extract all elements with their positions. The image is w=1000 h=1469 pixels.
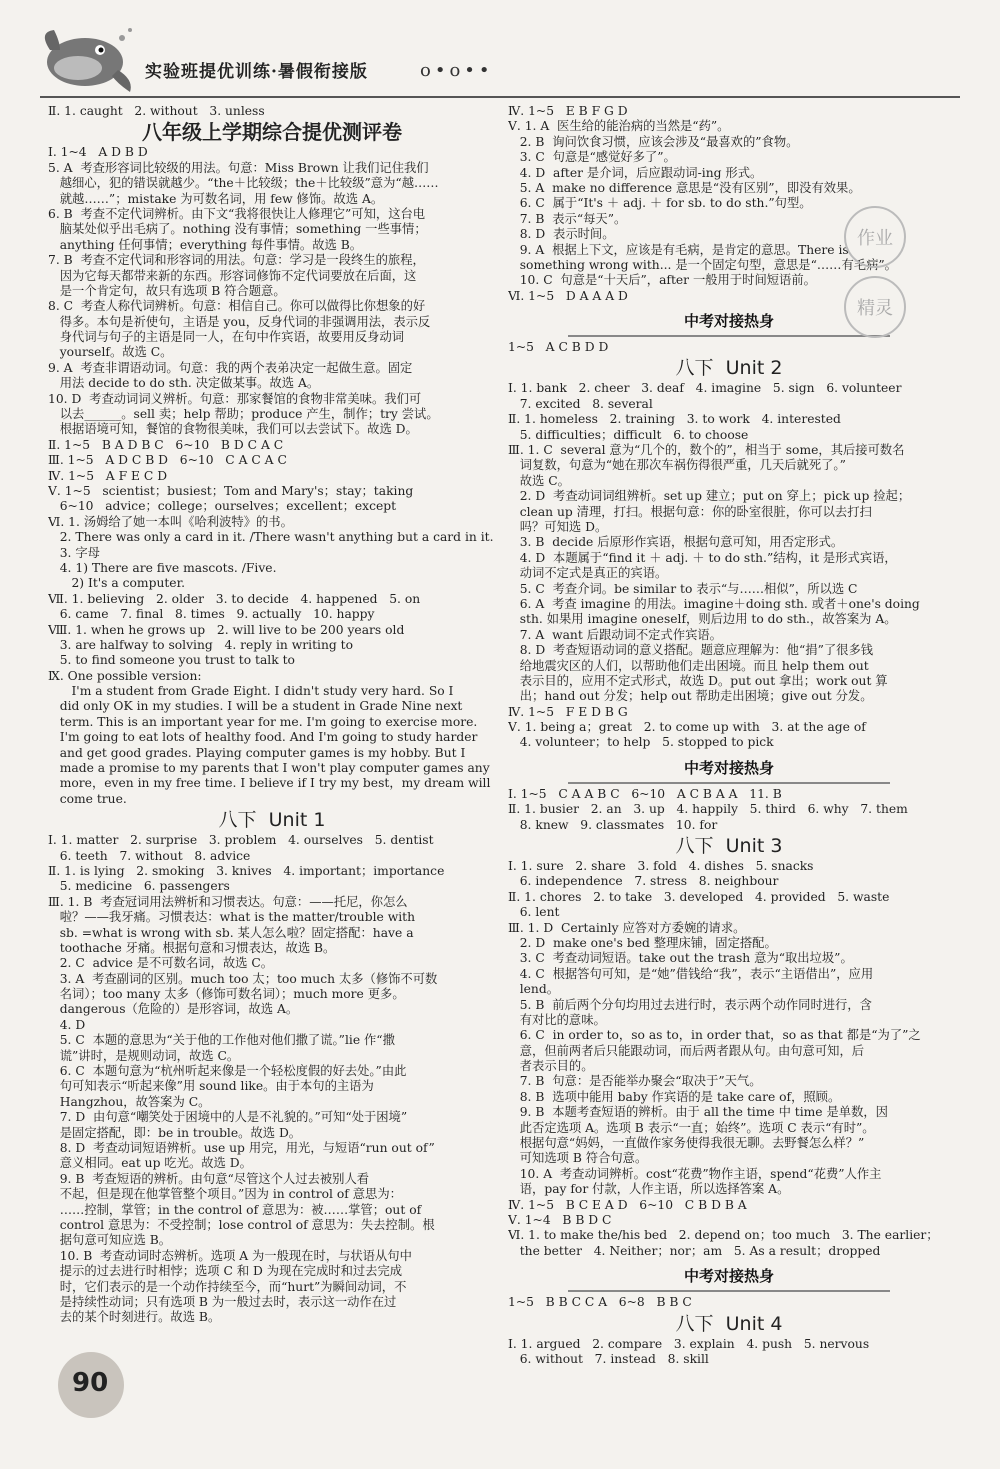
answer-line: sb. =what is wrong with sb. 某人怎么啦？固定搭配：have a: [48, 925, 414, 940]
answer-line: Ⅲ. 1. C several 意为“几个的，数个的”，相当于 some，其后接可数名: [508, 443, 905, 458]
answer-line: clean up 清理，打扫。根据句意：你的卧室很脏，你可以去打扫: [508, 504, 872, 519]
answer-line: 可知选项 B 符合句意。: [508, 1151, 648, 1166]
answer-line: 6. C 属于“It's ＋ adj. ＋ for sb. to do sth.”句型。: [508, 196, 812, 211]
section-title: 八年级上学期综合提优测评卷: [142, 120, 402, 145]
answer-line: 7. A want 后跟动词不定式作宾语。: [508, 627, 722, 642]
answer-line: 7. B 考查不定代词和形容词的用法。句意：学习是一段终生的旅程，: [48, 253, 425, 268]
answer-line: anything 任何事情；everything 每件事情。故选 B。: [48, 237, 363, 252]
answer-line: made a promise to my parents that I won't play computer games any: [48, 761, 490, 776]
unit-title: 八下 Unit 3: [675, 835, 783, 858]
answer-line: toothache 牙痛。根据句意和习惯表达，故选 B。: [48, 940, 336, 955]
answer-line: 4. volunteer；to help 5. stopped to pick: [508, 735, 774, 750]
answer-line: Ⅳ. 1~5 A F E C D: [48, 468, 168, 483]
answer-line: 因为它每天都带来新的东西。形容词修饰不定代词要放在后面，这: [48, 268, 417, 283]
answer-line: Ⅵ. 1. 汤姆给了她一本叫《哈利波特》的书。: [48, 514, 293, 529]
answer-line: 动词不定式是真正的宾语。: [508, 566, 668, 581]
answer-line: yourself。故选 C。: [48, 345, 173, 360]
answer-line: 4. D 本题属于“find it ＋ adj. ＋ to do sth.”结构，it 是形式宾语，: [508, 550, 897, 565]
answer-line: Ⅰ. 1~5 C A A B C 6~10 A C B A A 11. B: [508, 786, 782, 801]
answer-line: term. This is an important year for me. I'm going to exercise more.: [48, 714, 478, 729]
answer-line: Ⅱ. 1~5 B A D B C 6~10 B D C A C: [48, 437, 284, 452]
answer-line: 8. D 考查动词短语辨析。use up 用完，用光，与短语“run out of”: [48, 1141, 435, 1155]
answer-line: Ⅵ. 1~5 D A A A D: [508, 288, 628, 303]
answer-line: 5. difficulties；difficult 6. to choose: [508, 427, 749, 442]
answer-line: 据句意可知应选 B。: [48, 1233, 172, 1248]
answer-line: Ⅱ. 1. is lying 2. smoking 3. knives 4. important；importance: [48, 863, 445, 878]
answer-line: lend。: [508, 982, 560, 997]
page-header: [0, 0, 1000, 105]
answer-line: 5. A 考查形容词比较级的用法。句意：Miss Brown 让我们记住我们: [48, 160, 429, 175]
answer-line: 9. B 本题考查短语的辨析。由于 all the time 中 time 是单数，因: [508, 1105, 888, 1120]
answer-line: come true.: [48, 791, 127, 806]
answer-line: 名词）；too many 太多（修饰可数名词）；much more 更多。: [48, 987, 405, 1002]
answer-line: Ⅴ. 1~5 scientist；busiest；Tom and Mary's；stay；taking: [48, 483, 414, 498]
unit-title: 八下 Unit 4: [675, 1312, 783, 1335]
answer-line: 故选 C。: [508, 473, 570, 488]
answer-line: sth. 如果用 imagine oneself，则后边用 to do sth.，故答案为 A。: [508, 612, 897, 627]
answer-line: Ⅳ. 1~5 B C E A D 6~10 C B D B A: [508, 1197, 747, 1212]
stamp-bottom-text: 精灵: [857, 298, 893, 319]
answer-line: Ⅱ. 1. chores 2. to take 3. developed 4. provided 5. waste: [508, 889, 890, 904]
answer-line: 10. A 考查动词辨析。cost“花费”物作主语，spend“花费”人作主: [508, 1166, 882, 1181]
answer-line: 9. A 考查非谓语动词。句意：我的两个表弟决定一起做生意。固定: [48, 360, 413, 375]
answer-line: 5. B 前后两个分句均用过去进行时，表示两个动作同时进行，含: [508, 997, 872, 1012]
answer-line: 5. medicine 6. passengers: [48, 879, 230, 894]
answer-line: 就越……”；mistake 为可数名词，用 few 修饰。故选 A。: [48, 191, 384, 206]
answer-line: 2. C advice 是不可数名词，故选 C。: [48, 956, 274, 971]
answer-line: Ⅰ. 1~4 A D B D: [48, 145, 148, 160]
answer-line: Ⅳ. 1~5 E B F G D: [508, 104, 628, 118]
answer-line: 用法 decide to do sth. 决定做某事。故选 A。: [48, 376, 320, 391]
answer-line: dangerous（危险的）是形容词，故选 A。: [48, 1002, 299, 1017]
answer-line: 6. C 本题句意为“杭州听起来像是一个轻松度假的好去处。”由此: [48, 1064, 407, 1079]
answer-line: 6. independence 7. stress 8. neighbour: [508, 874, 779, 889]
answer-line: 3. A 考查副词的区别。much too 太；too much 太多（修饰不可数: [48, 971, 438, 986]
answer-line: Ⅶ. 1. believing 2. older 3. to decide 4. happened 5. on: [48, 591, 421, 606]
answer-line: 3. C 句意是“感觉好多了”。: [508, 150, 676, 165]
answer-line: 7. D 由句意“嘲笑处于困境中的人是不礼貌的。”可知“处于困境”: [48, 1110, 408, 1125]
answer-line: 7. B 句意：是否能举办聚会“取决于”天气。: [508, 1074, 762, 1089]
answer-line: 2. D make one's bed 整理床铺，固定搭配。: [508, 935, 777, 950]
answer-line: 5. A make no difference 意思是“没有区别”，即没有效果。: [508, 180, 861, 195]
answer-line: 根据句意“妈妈，一直做作家务使得我很无聊。去野餐怎么样？”: [508, 1136, 865, 1151]
unit-title: 八下 Unit 2: [675, 357, 783, 380]
answer-line: 7. excited 8. several: [508, 396, 653, 411]
answer-line: something wrong with... 是一个固定句型，意思是“……有毛病”。: [508, 257, 897, 272]
section-banner: 中考对接热身: [568, 1262, 890, 1292]
answer-line: 啦？——我牙痛。习惯表达：what is the matter/trouble with: [48, 910, 416, 925]
answer-line: Ⅰ. 1. sure 2. share 3. fold 4. dishes 5. snacks: [508, 859, 814, 874]
answer-line: Ⅰ. 1. bank 2. cheer 3. deaf 4. imagine 5. sign 6. volunteer: [508, 381, 902, 396]
answer-line: 有对比的意味。: [508, 1012, 606, 1027]
answer-line: 6. A 考查 imagine 的用法。imagine＋doing sth. 或者＋one's doing: [508, 596, 920, 611]
answer-line: 1~5 A C B D D: [508, 340, 609, 355]
answer-line: 越细心，犯的错误就越少。“the＋比较级；the＋比较级”意为“越……: [48, 176, 439, 191]
answer-line: Ⅲ. 1. D Certainly 应答对方委婉的请求。: [508, 920, 746, 935]
answer-line: 6. C in order to，so as to，in order that，so as that 都是“为了”之: [508, 1028, 921, 1043]
answer-line: 3. C 考查动词短语。take out the trash 意为“取出垃圾”。: [508, 951, 853, 966]
answer-line: 8. D 考查短语动词的意义搭配。题意应理解为：他“捐”了很多钱: [508, 643, 874, 658]
answer-line: 意，但前两者后只能跟动词，而后两者跟从句。由句意可知，后: [508, 1043, 865, 1058]
answer-line: 10. B 考查动词时态辨析。选项 A 为一般现在时，与状语从句中: [48, 1248, 412, 1263]
answer-line: 是持续性动词；只有选项 B 为一般过去时，表示这一动作在过: [48, 1294, 397, 1309]
answer-line: 是固定搭配，即：be in trouble。故选 D。: [48, 1125, 302, 1140]
answer-line: Ⅱ. 1. caught 2. without 3. unless: [48, 104, 265, 118]
answer-line: Ⅸ. One possible version:: [48, 668, 202, 683]
stamp-watermark-icon: [830, 192, 920, 342]
answer-line: 6. came 7. final 8. times 9. actually 10. happy: [48, 607, 375, 622]
answer-line: 4. D after 是介词，后应跟动词-ing 形式。: [508, 165, 763, 180]
answer-line: 2. There was only a card in it. /There wasn't anything but a card in it.: [48, 530, 494, 545]
answer-line: Ⅱ. 1. busier 2. an 3. up 4. happily 5. third 6. why 7. them: [508, 802, 908, 817]
answer-line: 脑某处似乎出毛病了。nothing 没有事情；something 一些事情；: [48, 222, 427, 237]
section-banner: 中考对接热身: [568, 754, 890, 784]
answer-line: 10. D 考查动词词义辨析。句意：那家餐馆的食物非常美味。我们可: [48, 391, 422, 406]
answer-line: Ⅴ. 1. A 医生给的能治病的当然是“药”。: [508, 119, 730, 134]
answer-line: 此否定选项 A。选项 B 表示“一直；始终”。选项 C 表示“有时”。: [508, 1120, 875, 1135]
answer-line: 身代词与句子的主语是同一人，在句中作宾语，故要用反身动词: [48, 330, 405, 345]
answer-line: 6. without 7. instead 8. skill: [508, 1351, 709, 1366]
answer-line: 出；hand out 分发；help out 帮助走出困境；give out 分发。: [508, 689, 873, 704]
answer-line: 是一个肯定句，故只有选项 B 符合题意。: [48, 283, 286, 298]
stamp-top-text: 作业: [857, 228, 893, 249]
answer-line: 6. teeth 7. without 8. advice: [48, 848, 251, 863]
answer-line: 不起，但是现在他掌管整个项目。”因为 in control of 意思为：: [48, 1187, 402, 1202]
header-divider: [40, 96, 960, 98]
answer-line: 9. A 根据上下文，应该是有毛病，是肯定的意思。There is: [508, 242, 849, 257]
answer-line: 10. C 句意是“十天后”，after 一般用于时间短语前。: [508, 273, 816, 288]
answer-line: Ⅰ. 1. matter 2. surprise 3. problem 4. ourselves 5. dentist: [48, 833, 434, 848]
left-column: [48, 104, 496, 1326]
answer-line: Ⅷ. 1. when he grows up 2. will live to be 200 years old: [48, 622, 405, 637]
answer-line: 8. D 表示时间。: [508, 227, 615, 242]
answer-line: 6. lent: [508, 905, 560, 920]
answer-line: 意义相同。eat up 吃光。故选 D。: [48, 1156, 252, 1171]
answer-line: 吗？可知选 D。: [508, 519, 608, 534]
answer-line: 7. B 表示“每天”。: [508, 211, 627, 226]
answer-line: I'm going to eat lots of healthy food. And I'm going to study harder: [48, 730, 478, 745]
answer-line: 给地震灾区的人们，以帮助他们走出困境。而且 help them out: [508, 658, 869, 673]
answer-line: Ⅴ. 1. being a；great 2. to come up with 3. at the age of: [508, 720, 866, 735]
dolphin-mascot-icon: [30, 20, 140, 100]
header-title: 实验班提优训练·暑假衔接版: [145, 62, 368, 82]
answer-line: 句可知表示“听起来像”用 sound like。由于本句的主语为: [48, 1079, 374, 1094]
answer-line: Ⅱ. 1. homeless 2. training 3. to work 4. interested: [508, 412, 841, 427]
answer-line: 8. knew 9. classmates 10. for: [508, 817, 718, 832]
answer-line: the better 4. Neither；nor；am 5. As a result；dropped: [508, 1243, 881, 1258]
section-banner: 中考对接热身: [568, 307, 890, 337]
answer-line: 2. D 考查动词词组辨析。set up 建立；put on 穿上；pick up 捡起；: [508, 489, 911, 504]
answer-line: 谎”讲时，是规则动词，故选 C。: [48, 1048, 240, 1063]
answer-line: 5. C 本题的意思为“关于他的工作他对他们撒了谎。”lie 作“撒: [48, 1033, 395, 1048]
answer-line: 3. B decide 后原形作宾语，根据句意可知，用否定形式。: [508, 535, 844, 550]
answer-line: 去的某个时刻进行。故选 B。: [48, 1310, 221, 1325]
answer-line: Ⅴ. 1~4 B B D C: [508, 1213, 612, 1227]
answer-line: Hangzhou，故答案为 C。: [48, 1094, 211, 1109]
answer-line: 9. B 考查短语的辨析。由句意“尽管这个人过去被别人看: [48, 1171, 370, 1186]
answer-line: 8. C 考查人称代词辨析。句意：相信自己。你可以做得比你想象的好: [48, 299, 426, 314]
answer-line: 6~10 advice；college；ourselves；excellent；except: [48, 499, 397, 514]
answer-line: control 意思为：不受控制；lose control of 意思为：失去控制。根: [48, 1217, 435, 1232]
answer-line: 8. B 选项中能用 baby 作宾语的是 take care of，照顾。: [508, 1089, 841, 1104]
answer-line: 时，它们表示的是一个动作持续至今，而“hurt”为瞬间动词，不: [48, 1279, 407, 1294]
answer-line: 3. 字母: [48, 545, 100, 560]
answer-line: Ⅵ. 1. to make the/his bed 2. depend on；too much 3. The earlier；: [508, 1228, 939, 1243]
answer-line: I'm a student from Grade Eight. I didn't study very hard. So I: [48, 684, 454, 699]
answer-line: more，even in my free time. I believe if I try my best，my dream will: [48, 776, 491, 791]
answer-line: 语，pay for 付款，人作主语，所以选择答案 A。: [508, 1182, 790, 1197]
answer-line: 提示的过去进行时相悖；选项 C 和 D 为现在完成时和过去完成: [48, 1264, 403, 1279]
answer-line: and get good grades. Playing computer games is my hobby. But I: [48, 745, 466, 760]
answer-line: did only OK in my studies. I will be a student in Grade Nine next: [48, 699, 463, 714]
answer-line: 3. are halfway to solving 4. reply in writing to: [48, 637, 353, 652]
answer-line: 者表示目的。: [508, 1059, 594, 1074]
answer-line: 表示目的，应用不定式形式，故选 D。put out 拿出；work out 算: [508, 673, 888, 688]
answer-line: 4. 1) There are five mascots. /Five.: [48, 560, 277, 575]
answer-line: 2) It's a computer.: [48, 576, 186, 591]
unit-title: 八下 Unit 1: [218, 809, 326, 832]
answer-line: 4. C 根据答句可知，是“她”借钱给“我”，表示“主语借出”，应用: [508, 966, 874, 981]
answer-line: Ⅲ. 1~5 A D C B D 6~10 C A C A C: [48, 453, 287, 468]
answer-line: 以去______。sell 卖；help 帮助；produce 产生，制作；try 尝试。: [48, 407, 439, 422]
answer-line: 词复数，句意为“她在那次车祸伤得很严重，几天后就死了。”: [508, 458, 846, 473]
answer-line: 得多。本句是祈使句，主语是 you，反身代词的非强调用法，表示反: [48, 314, 431, 329]
answer-line: 4. D: [48, 1017, 86, 1032]
answer-line: Ⅲ. 1. B 考查冠词用法辨析和习惯表达。句意：——托尼，你怎么: [48, 894, 408, 909]
header-dots: o•o••: [420, 60, 494, 81]
answer-line: 6. B 考查不定代词辨析。由下文“我将很快让人修理它”可知，这台电: [48, 206, 426, 221]
page-number: 90: [72, 1368, 109, 1398]
answer-line: Ⅳ. 1~5 F E D B G: [508, 704, 628, 719]
answer-line: 5. to find someone you trust to talk to: [48, 653, 295, 668]
answer-line: 5. C 考查介词。be similar to 表示“与……相似”，所以选 C: [508, 581, 858, 596]
answer-line: 1~5 B B C C A 6~8 B B C: [508, 1295, 692, 1310]
answer-line: ……控制，掌管；in the control of 意思为：被……掌管；out of: [48, 1202, 422, 1217]
answer-line: 根据语境可知，餐馆的食物很美味，我们可以去尝试下。故选 D。: [48, 422, 418, 437]
answer-line: 2. B 询问饮食习惯，应该会涉及“最喜欢的”食物。: [508, 134, 799, 149]
answer-line: Ⅰ. 1. argued 2. compare 3. explain 4. push 5. nervous: [508, 1336, 870, 1351]
